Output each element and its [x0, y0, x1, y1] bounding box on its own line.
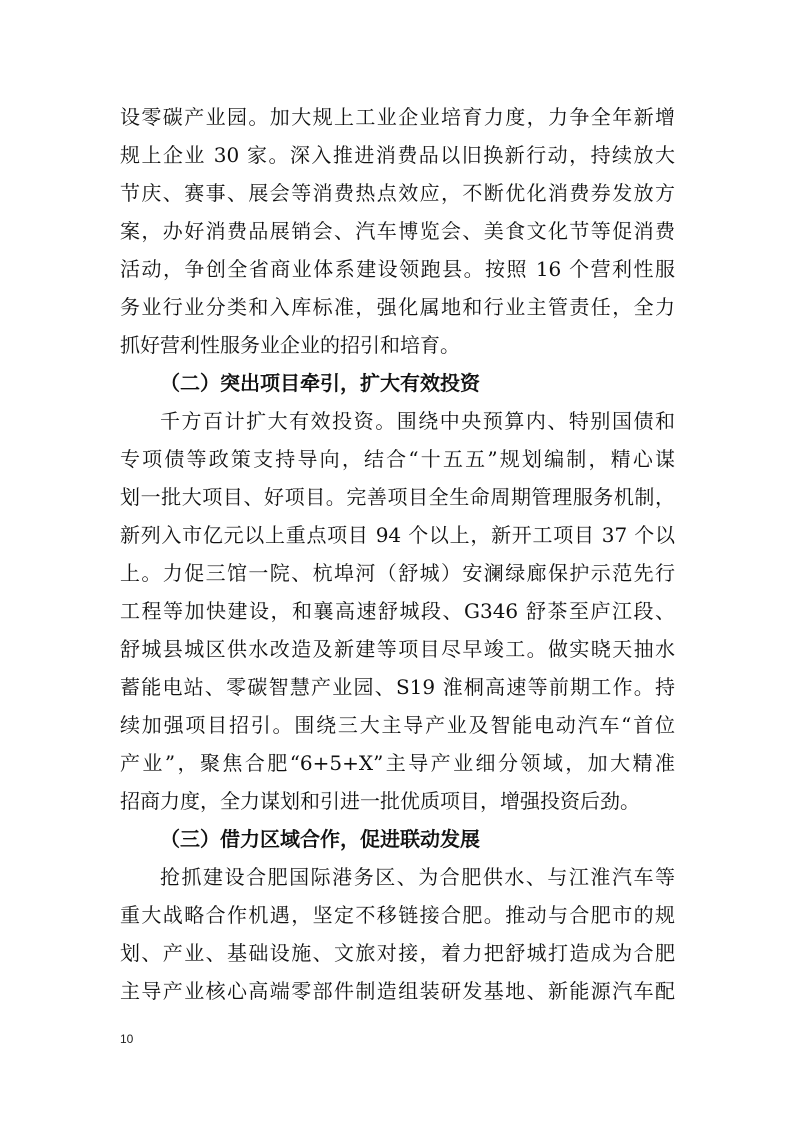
- page-number: 10: [120, 1032, 134, 1046]
- section-heading-investment: （二）突出项目牵引，扩大有效投资: [160, 371, 480, 395]
- text-line: 重大战略合作机遇，坚定不移链接合肥。推动与合肥市的规: [120, 903, 675, 927]
- paragraph-investment: [120, 402, 675, 820]
- text-line: 划一批大项目、好项目。完善项目全生命周期管理服务机制，: [120, 485, 675, 509]
- section-heading-cooperation: （三）借力区域合作，促进联动发展: [160, 827, 480, 851]
- text-line: 主导产业核心高端零部件制造组装研发基地、新能源汽车配: [120, 979, 675, 1003]
- text-line: 上。力促三馆一院、杭埠河（舒城）安澜绿廊保护示范先行: [120, 561, 675, 585]
- text-line: 活动，争创全省商业体系建设领跑县。按照 16 个营利性服: [120, 257, 675, 281]
- paragraph-cooperation: [120, 858, 675, 1010]
- text-line: 抓好营利性服务业企业的招引和培育。: [120, 333, 460, 357]
- text-line: 案，办好消费品展销会、汽车博览会、美食文化节等促消费: [120, 219, 675, 243]
- text-line: 规上企业 30 家。深入推进消费品以旧换新行动，持续放大: [120, 143, 675, 167]
- text-line: 划、产业、基础设施、文旅对接，着力把舒城打造成为合肥: [120, 941, 675, 965]
- text-line: 抢抓建设合肥国际港务区、为合肥供水、与江淮汽车等: [160, 865, 675, 889]
- text-line: 新列入市亿元以上重点项目 94 个以上，新开工项目 37 个以: [120, 523, 675, 547]
- text-line: 招商力度，全力谋划和引进一批优质项目，增强投资后劲。: [120, 789, 640, 813]
- paragraph-consumption: [120, 98, 675, 364]
- text-line: 专项债等政策支持导向，结合“十五五”规划编制，精心谋: [120, 447, 675, 471]
- text-line: 设零碳产业园。加大规上工业企业培育力度，力争全年新增: [120, 105, 675, 129]
- text-line: 续加强项目招引。围绕三大主导产业及智能电动汽车“首位: [120, 713, 675, 737]
- text-line: 舒城县城区供水改造及新建等项目尽早竣工。做实晓天抽水: [120, 637, 675, 661]
- text-line: 节庆、赛事、展会等消费热点效应，不断优化消费券发放方: [120, 181, 675, 205]
- text-line: 工程等加快建设，和襄高速舒城段、G346 舒茶至庐江段、: [120, 599, 675, 623]
- text-line: 蓄能电站、零碳智慧产业园、S19 淮桐高速等前期工作。持: [120, 675, 675, 699]
- text-line: 千方百计扩大有效投资。围绕中央预算内、特别国债和: [160, 409, 675, 433]
- text-line: 务业行业分类和入库标准，强化属地和行业主管责任，全力: [120, 295, 675, 319]
- page-body: [120, 98, 675, 1010]
- text-line: 产业”，聚焦合肥“6+5+X”主导产业细分领域，加大精准: [120, 751, 675, 775]
